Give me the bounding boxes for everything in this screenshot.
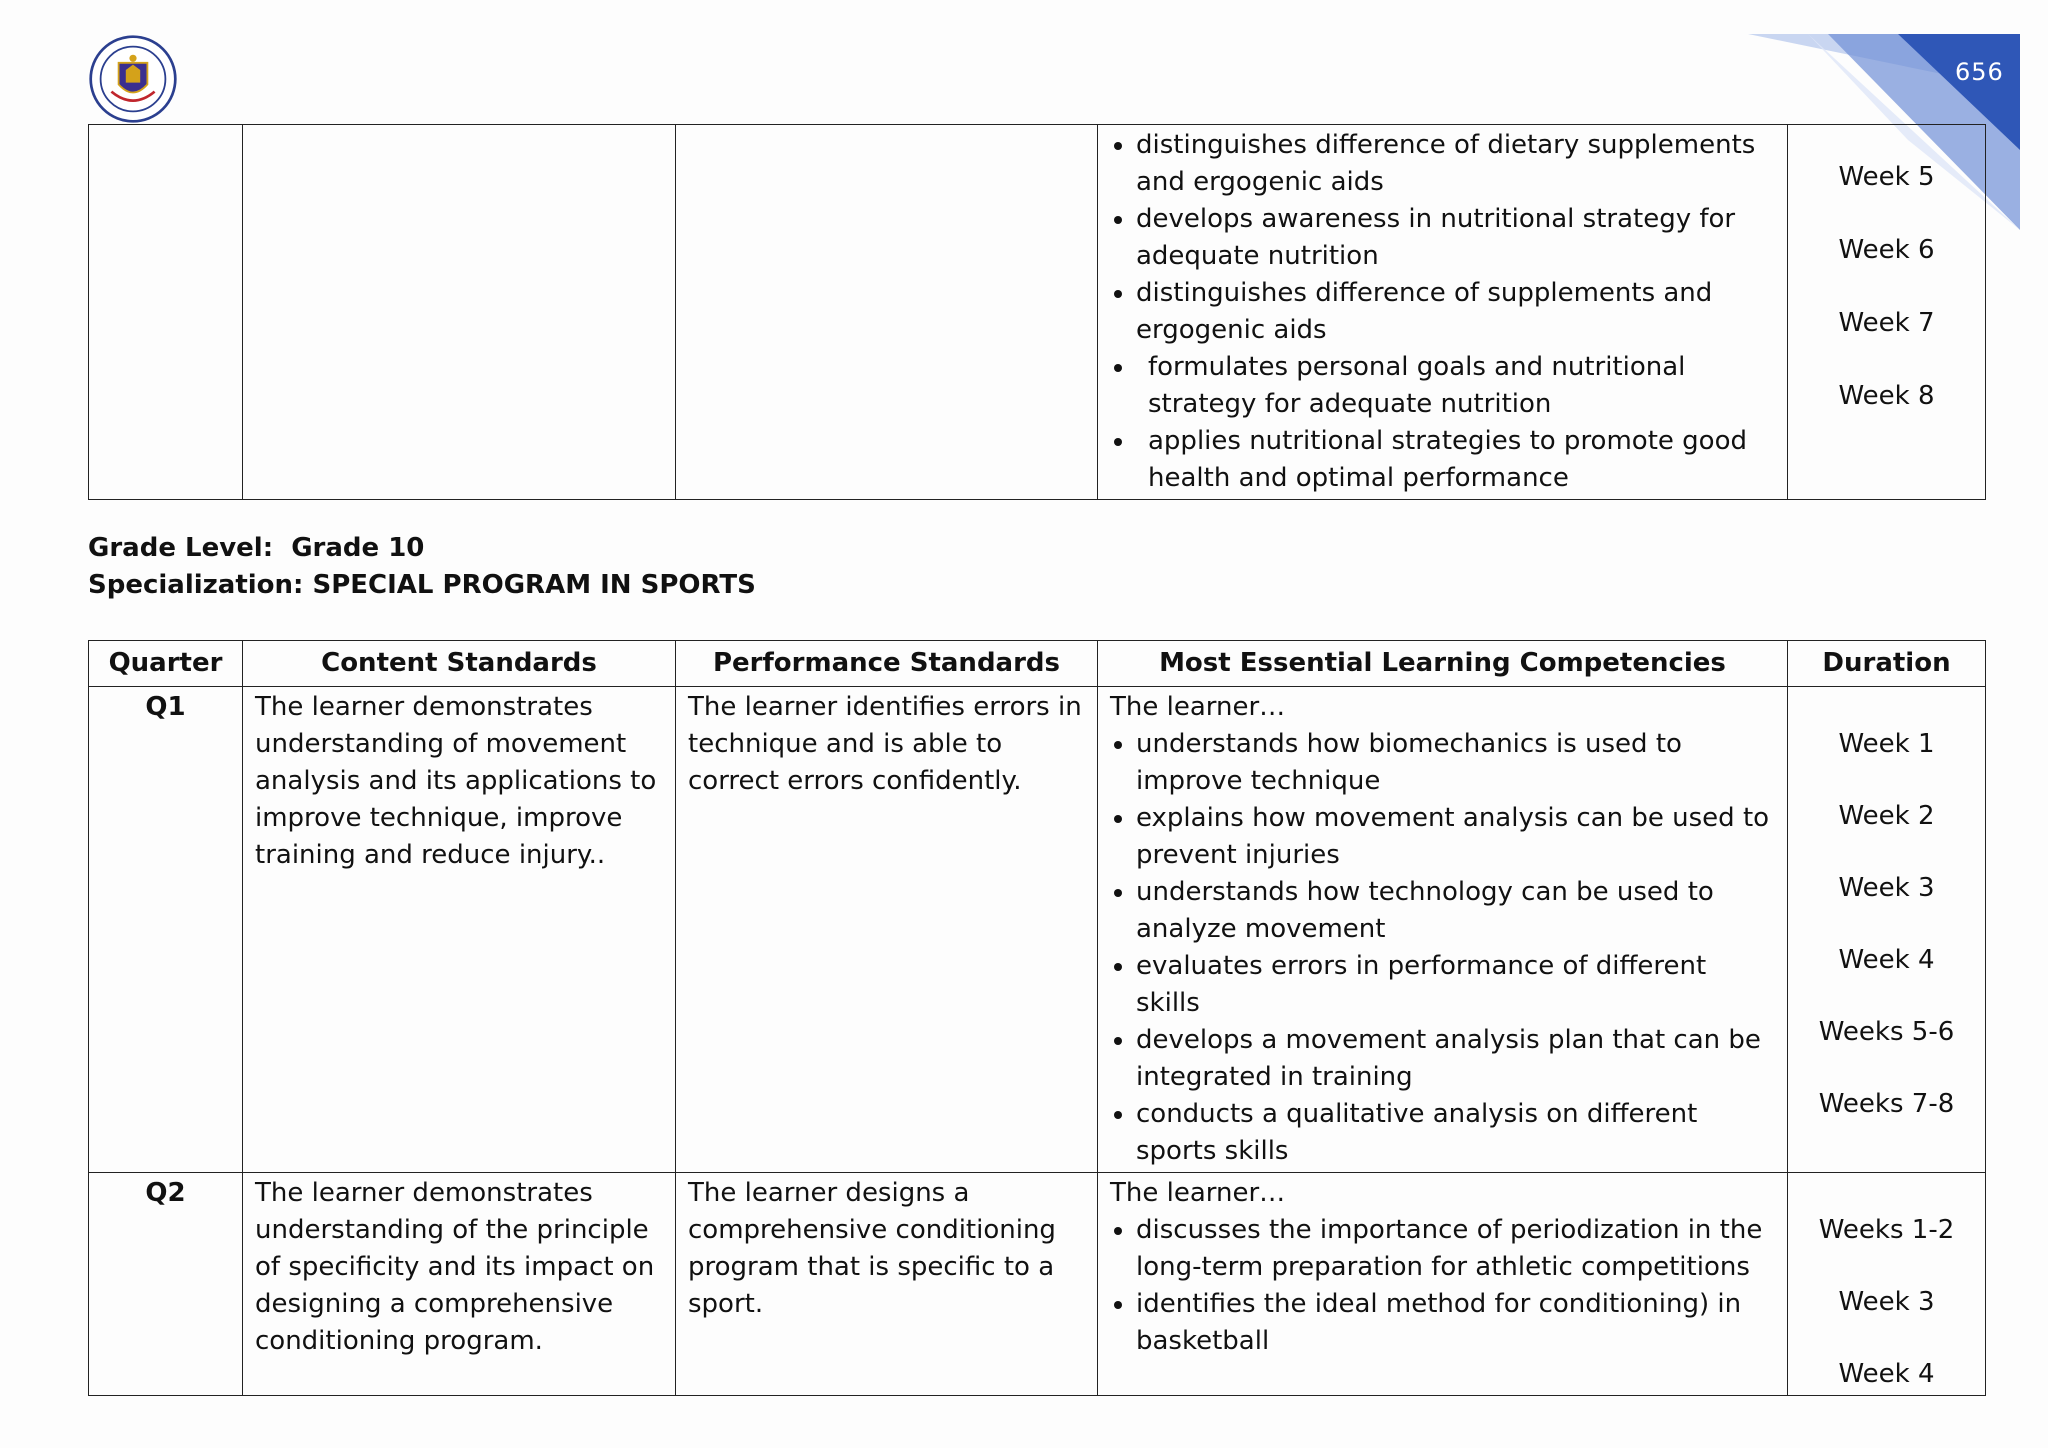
table-row	[89, 125, 1986, 500]
content-standards-cell	[243, 125, 676, 500]
list-item: • formulates personal goals and nutritional strategy for adequate nutrition	[1136, 349, 1775, 423]
performance-standards-cell	[676, 125, 1098, 500]
competency-list	[1102, 127, 1775, 497]
competency-list	[1102, 1212, 1775, 1360]
duration-item: Week 3	[1838, 1287, 1935, 1317]
performance-standards-cell: The learner identifies errors in technique and is able to correct errors confidently.	[676, 687, 1098, 1173]
list-item: • distinguishes difference of supplements and ergogenic aids	[1136, 275, 1775, 349]
duration-item: Week 7	[1838, 308, 1935, 338]
header-content-standards: Content Standards	[243, 641, 676, 687]
competency-list	[1102, 726, 1775, 1170]
deped-seal-icon	[88, 34, 178, 124]
duration-item: Week 8	[1838, 381, 1935, 411]
table-row	[89, 1173, 1986, 1396]
continuation-table	[88, 124, 1986, 500]
performance-standards-cell: The learner designs a comprehensive conditioning program that is specific to a sport.	[676, 1173, 1098, 1396]
list-item: • applies nutritional strategies to promote good health and optimal performance	[1136, 423, 1775, 497]
duration-item: Week 3	[1838, 873, 1935, 903]
list-item: • understands how biomechanics is used to improve technique	[1136, 726, 1775, 800]
specialization: Specialization: SPECIAL PROGRAM IN SPORTS	[88, 570, 756, 600]
table-row	[89, 687, 1986, 1173]
page-number: 656	[1955, 58, 2004, 86]
competency-intro: The learner…	[1110, 692, 1286, 722]
duration-item: Week 2	[1838, 801, 1935, 831]
list-item: • identifies the ideal method for conditioning) in basketball	[1136, 1286, 1775, 1360]
duration-item: Week 4	[1838, 1359, 1935, 1389]
header-performance-standards: Performance Standards	[676, 641, 1098, 687]
list-item: • evaluates errors in performance of different skills	[1136, 948, 1775, 1022]
duration-item: Weeks 1-2	[1818, 1215, 1955, 1245]
quarter-cell: Q1	[89, 687, 243, 1173]
duration-cell	[1788, 1173, 1986, 1396]
list-item: • distinguishes difference of dietary supplements and ergogenic aids	[1136, 127, 1775, 201]
list-item: • develops awareness in nutritional strategy for adequate nutrition	[1136, 201, 1775, 275]
duration-item: Weeks 5-6	[1818, 1017, 1955, 1047]
duration-item: Week 5	[1838, 162, 1935, 192]
duration-item: Weeks 7-8	[1818, 1089, 1955, 1119]
competencies-cell	[1098, 125, 1788, 500]
header-quarter: Quarter	[89, 641, 243, 687]
quarter-cell	[89, 125, 243, 500]
competencies-cell	[1098, 687, 1788, 1173]
list-item: • conducts a qualitative analysis on different sports skills	[1136, 1096, 1775, 1170]
list-item: • develops a movement analysis plan that can be integrated in training	[1136, 1022, 1775, 1096]
header-duration: Duration	[1788, 641, 1986, 687]
list-item: • understands how technology can be used to analyze movement	[1136, 874, 1775, 948]
duration-cell	[1788, 125, 1986, 500]
grade-block	[88, 530, 756, 604]
content-standards-cell: The learner demonstrates understanding of the principle of specificity and its impact on designing a comprehensive conditioning program.	[243, 1173, 676, 1396]
curriculum-table	[88, 640, 1986, 1396]
content-standards-cell: The learner demonstrates understanding of movement analysis and its applications to improve technique, improve training and reduce injury..	[243, 687, 676, 1173]
quarter-cell: Q2	[89, 1173, 243, 1396]
duration-cell	[1788, 687, 1986, 1173]
duration-item: Week 6	[1838, 235, 1935, 265]
list-item: • discusses the importance of periodization in the long-term preparation for athletic competitions	[1136, 1212, 1775, 1286]
list-item: • explains how movement analysis can be used to prevent injuries	[1136, 800, 1775, 874]
duration-item: Week 4	[1838, 945, 1935, 975]
header-competencies: Most Essential Learning Competencies	[1098, 641, 1788, 687]
grade-level: Grade Level: Grade 10	[88, 533, 425, 563]
duration-item: Week 1	[1838, 729, 1935, 759]
table-header-row	[89, 641, 1986, 687]
competencies-cell	[1098, 1173, 1788, 1396]
competency-intro: The learner…	[1110, 1178, 1286, 1208]
